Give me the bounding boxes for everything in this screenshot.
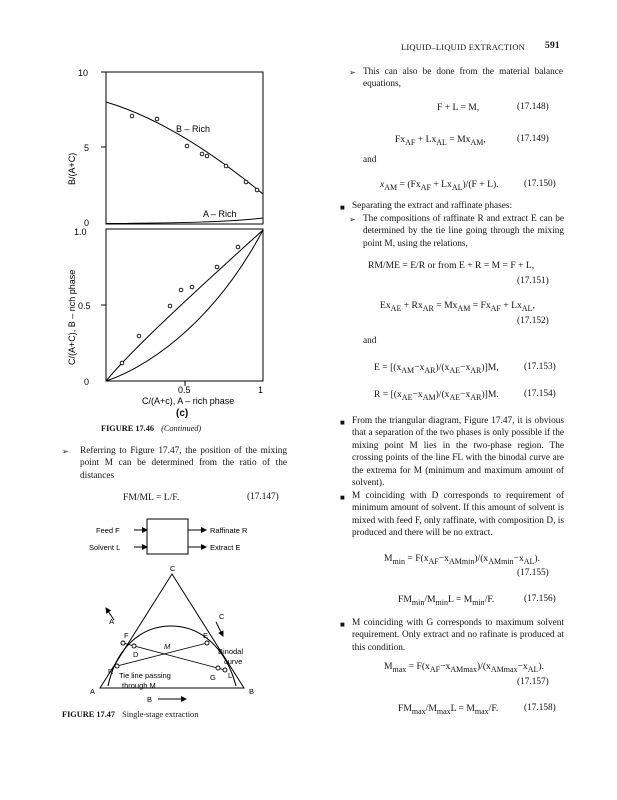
and-text: and <box>363 155 377 165</box>
label-r: R <box>108 667 114 676</box>
x-tick-1: 1 <box>258 385 264 395</box>
label-m: M <box>164 642 171 651</box>
vertex-a: A <box>90 687 96 696</box>
data-point <box>224 164 228 168</box>
label-l: L <box>228 671 233 680</box>
arrow-b-label: B <box>147 695 153 704</box>
caption-text: Single-stage extraction <box>122 710 199 719</box>
data-point <box>130 114 134 118</box>
vertex-c: C <box>170 564 176 573</box>
bullet-triangular-diagram: From the triangular diagram, Figure 17.47, it is obvious that a separation of the two phases is only possible if the mixing point M lies in the two-phase region. The crossing points of the line FL with the binodal curve are the extrema for M (minimum and maximum amount of solvent). <box>352 416 564 489</box>
data-point <box>155 117 159 121</box>
square-bullet: ■ <box>340 620 345 629</box>
figure-17-46-chart <box>60 60 280 420</box>
bullet-maximum-solvent: M coinciding with G corresponds to maximum solvent requirement. Only extract and no rafinate is produced at this condition. <box>352 618 564 653</box>
arrow-bullet: ➢ <box>349 68 356 77</box>
data-point <box>137 334 141 338</box>
equation-17-148: F + L = M, <box>437 102 480 113</box>
arrow-bullet: ➢ <box>62 447 69 456</box>
arrow-c-direction <box>216 622 223 636</box>
extract-label: Extract E <box>210 543 241 552</box>
caption-label: FIGURE 17.46 <box>101 424 155 433</box>
arrow-bullet: ➢ <box>349 215 356 224</box>
data-point <box>236 245 240 249</box>
figure-17-46-caption <box>101 424 201 433</box>
binodal-label: Binodal <box>218 647 244 656</box>
upper-tick-0: 0 <box>84 218 90 228</box>
equation-17-152: $Ex_{AE} + Rx_{AR} = Mx_{AM} = Fx_{AF} + Lx_{AL}$, <box>380 300 535 313</box>
lower-tick-0: 0 <box>84 377 90 387</box>
upper-tick-5: 5 <box>84 143 90 153</box>
tie-line-label: Tie line passing <box>119 671 171 680</box>
data-point <box>185 144 189 148</box>
through-m-label: through M <box>122 681 156 690</box>
lower-lens-curve <box>106 230 263 381</box>
panel-label: (c) <box>176 408 189 419</box>
upper-ylabel: B/(A+C) <box>67 152 77 185</box>
figure-17-47-caption <box>62 710 198 719</box>
equation-number: (17.155) <box>517 568 549 578</box>
label-g: G <box>210 673 216 682</box>
upper-tick-10: 10 <box>78 68 89 78</box>
equation-17-154: $R = [(x_{AE}-x_{AM})/(x_{AE}-x_{AR})]M$. <box>374 389 499 402</box>
equation-17-147: FM/ML = L/F. <box>123 492 180 503</box>
equation-17-153: $E = [(x_{AM}-x_{AR})/(x_{AE}-x_{AR})]M$, <box>374 362 499 375</box>
lower-ylabel: C/(A+C), B – rich phase <box>67 269 77 365</box>
x-axis-label: C/(A+c), A – rich phase <box>142 396 235 406</box>
equation-17-158: $FM_{max}/M_{max}L = M_{max}/F$. <box>398 703 499 716</box>
point-r <box>115 664 119 668</box>
upper-frame <box>106 72 263 224</box>
data-point <box>190 285 194 289</box>
equation-number: (17.154) <box>524 389 556 399</box>
equation-17-149: $Fx_{AF} + Lx_{AL} = Mx_{AM}$, <box>395 134 486 147</box>
equation-17-151: RM/ME = E/R or from E + R = M = F + L, <box>368 260 535 271</box>
data-point <box>205 154 209 158</box>
point-e <box>205 641 209 645</box>
equation-17-155: $M_{min} = F(x_{AF}-x_{AMmin})/(x_{AMmin}-x_{AL})$. <box>384 553 541 566</box>
bullet-separating-phases: Separating the extract and raffinate phases: <box>352 201 513 211</box>
equation-number: (17.153) <box>524 362 556 372</box>
solvent-label: Solvent L <box>89 543 121 552</box>
equation-number: (17.158) <box>524 703 556 713</box>
data-point <box>244 180 248 184</box>
equation-17-157: $M_{max} = F(x_{AF}-x_{AMmax})/(x_{AMmax}-x_{AL})$. <box>384 661 544 674</box>
and-text: and <box>363 336 377 346</box>
data-point <box>179 288 183 292</box>
a-rich-label: A – Rich <box>203 209 237 219</box>
point-f <box>121 641 125 645</box>
data-point <box>120 361 124 365</box>
page-number: 591 <box>545 41 560 51</box>
paragraph-tie-line: The compositions of raffinate R and extract E can be determined by the tie line going through the mixing point M, using the relations, <box>363 214 564 249</box>
square-bullet: ■ <box>340 203 345 212</box>
point-l <box>223 668 227 672</box>
point-d <box>132 644 136 648</box>
data-point <box>200 152 204 156</box>
mixer-block <box>147 519 188 554</box>
equation-17-150: $x_{AM} = (Fx_{AF} + Lx_{AL})/(F + L)$. <box>380 179 499 192</box>
arrow-c-label: C <box>219 612 225 621</box>
lower-tick-05: 0.5 <box>78 301 91 311</box>
caption-label: FIGURE 17.47 <box>62 710 116 719</box>
equation-number: (17.151) <box>517 276 549 286</box>
tie-line <box>117 643 207 666</box>
caption-note: (Continued) <box>161 424 202 433</box>
feed-label: Feed F <box>96 526 120 535</box>
data-point <box>215 265 219 269</box>
label-f: F <box>124 631 129 640</box>
data-point <box>168 304 172 308</box>
equation-number: (17.152) <box>517 316 549 326</box>
equation-number: (17.150) <box>524 179 556 189</box>
b-rich-curve <box>106 102 263 194</box>
equation-number: (17.149) <box>517 134 549 144</box>
vertex-b: B <box>249 687 255 696</box>
upper-lens-curve <box>106 230 263 381</box>
equation-number: (17.148) <box>517 102 549 112</box>
equation-17-156: $FM_{min}/M_{min}L = M_{min}/F$. <box>398 594 495 607</box>
b-rich-label: B – Rich <box>176 124 211 134</box>
arrow-a-label: A <box>109 617 115 626</box>
a-rich-curve <box>106 218 263 224</box>
label-d: D <box>133 650 139 659</box>
lower-tick-1: 1.0 <box>74 227 87 237</box>
curve-label: curve <box>224 657 243 666</box>
bullet-minimum-solvent: M coinciding with D corresponds to requirement of minimum amount of solvent. If this amount of solvent is mixed with feed F, only raffinate, with composition D, is produced and there will be no extract. <box>352 491 564 539</box>
square-bullet: ■ <box>340 418 345 427</box>
paragraph-material-balance: This can also be done from the material balance equations, <box>363 67 563 90</box>
equation-number: (17.147) <box>247 492 279 502</box>
equation-number: (17.156) <box>524 594 556 604</box>
point-g <box>216 666 220 670</box>
equation-number: (17.157) <box>517 677 549 687</box>
square-bullet: ■ <box>340 493 345 502</box>
raffinate-label: Raffinate R <box>210 526 248 535</box>
figure-17-47-diagram <box>86 518 271 708</box>
label-e: E <box>203 631 209 640</box>
x-tick-05: 0.5 <box>178 385 191 395</box>
data-point <box>255 188 259 192</box>
paragraph-mixing-point: Referring to Figure 17.47, the position of the mixing point M can be determined from the ratio of the distances <box>80 446 287 481</box>
running-title: LIQUID–LIQUID EXTRACTION <box>401 42 526 52</box>
